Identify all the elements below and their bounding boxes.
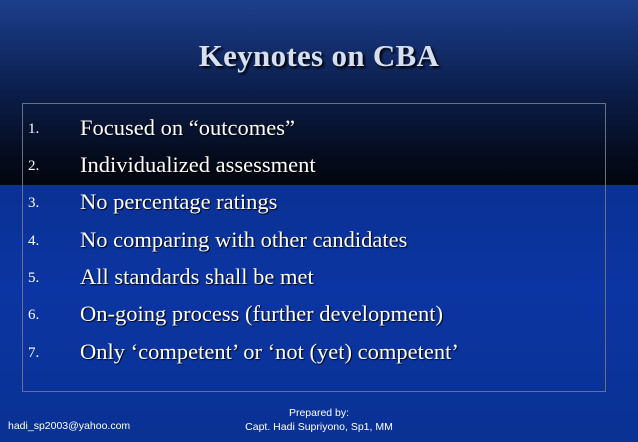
- list-item-number: 6.: [28, 307, 40, 323]
- list-item-text: Focused on “outcomes”: [80, 115, 295, 140]
- list-item-number: 5.: [28, 270, 40, 286]
- author-name: Capt. Hadi Supriyono, Sp1, MM: [245, 421, 393, 433]
- slide-title: Keynotes on CBA: [198, 38, 440, 73]
- list-item: [23, 184, 607, 216]
- list-item-text: No comparing with other candidates: [80, 227, 408, 252]
- list-item-number: 7.: [28, 345, 40, 361]
- bullet-list: [22, 103, 606, 392]
- list-item: [23, 222, 607, 254]
- list-item-text: All standards shall be met: [80, 264, 314, 289]
- list-item-number: 1.: [28, 121, 40, 137]
- list-item: [23, 334, 607, 366]
- list-item-number: 3.: [28, 195, 40, 211]
- footer-email: hadi_sp2003@yahoo.com: [8, 420, 131, 432]
- list-item-text: On-going process (further development): [80, 301, 444, 326]
- list-item: [23, 259, 607, 291]
- footer-author-block: [219, 406, 419, 434]
- list-item: [23, 147, 607, 179]
- list-item-text: Individualized assessment: [80, 152, 316, 177]
- list-item-number: 2.: [28, 158, 40, 174]
- list-item-text: No percentage ratings: [80, 189, 278, 214]
- list-item: [23, 296, 607, 328]
- list-item: [23, 110, 607, 142]
- list-item-text: Only ‘competent’ or ‘not (yet) competent’: [80, 339, 459, 364]
- list-item-number: 4.: [28, 233, 40, 249]
- prepared-by-label: Prepared by:: [288, 407, 350, 419]
